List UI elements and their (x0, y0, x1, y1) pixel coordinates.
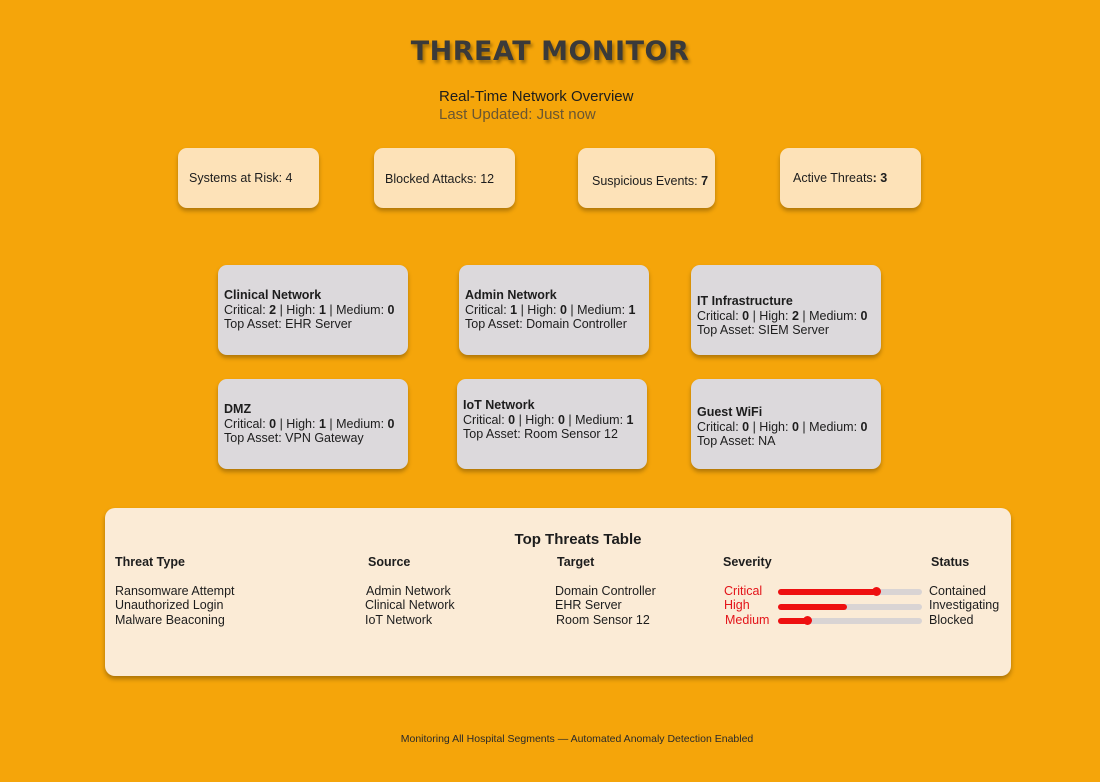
cell-threat-type: Ransomware Attempt (115, 584, 235, 598)
cell-source: Admin Network (366, 584, 451, 598)
stat-label: Systems at Risk: (189, 171, 286, 185)
cell-status: Blocked (929, 613, 974, 627)
severity-bar-knob (872, 587, 881, 596)
severity-bar-knob (803, 616, 812, 625)
table-title: Top Threats Table (514, 531, 642, 548)
segment-severity-counts: Critical: 0 | High: 1 | Medium: 0 (224, 416, 395, 431)
stat-label: Active Threats (793, 171, 873, 185)
segment-severity-counts: Critical: 1 | High: 0 | Medium: 1 (465, 302, 636, 317)
segment-card-guest-wifi[interactable] (691, 379, 881, 469)
segment-severity-counts: Critical: 2 | High: 1 | Medium: 0 (224, 302, 395, 317)
segment-name: Clinical Network (224, 288, 322, 303)
column-header-target: Target (557, 555, 595, 569)
cell-status: Contained (929, 584, 986, 598)
stat-value: 7 (701, 174, 709, 188)
segment-card-dmz[interactable] (218, 379, 408, 469)
stat-card-active-threats[interactable] (780, 148, 921, 208)
severity-bar (778, 604, 922, 610)
cell-source: Clinical Network (365, 598, 455, 612)
severity-bar-fill (778, 589, 876, 595)
segment-name: IoT Network (463, 398, 535, 413)
page-subtitle: Real-Time Network Overview (439, 88, 634, 105)
cell-severity-label: Medium (725, 613, 770, 627)
cell-target: EHR Server (555, 598, 622, 612)
column-header-severity: Severity (723, 555, 772, 569)
stat-value: 4 (285, 171, 293, 185)
page-title: THREAT MONITOR (410, 36, 690, 67)
segment-severity-counts: Critical: 0 | High: 2 | Medium: 0 (697, 308, 868, 323)
cell-target: Room Sensor 12 (556, 613, 650, 627)
top-threats-table (105, 508, 1011, 676)
severity-bar-fill (778, 604, 847, 610)
segment-name: Guest WiFi (697, 405, 763, 420)
severity-bar (778, 618, 922, 624)
last-updated-text: Last Updated: Just now (439, 106, 596, 123)
segment-top-asset: Top Asset: NA (697, 434, 776, 449)
stat-card-systems-at-risk[interactable] (178, 148, 319, 208)
segment-top-asset: Top Asset: VPN Gateway (224, 431, 364, 446)
severity-bar (778, 589, 922, 595)
segment-card-it-infrastructure[interactable] (691, 265, 881, 355)
stat-value: : 3 (872, 171, 888, 185)
segment-severity-counts: Critical: 0 | High: 0 | Medium: 1 (463, 412, 634, 427)
segment-top-asset: Top Asset: SIEM Server (697, 323, 830, 338)
segment-name: IT Infrastructure (697, 294, 793, 309)
stat-label: Suspicious Events: (592, 174, 702, 188)
column-header-status: Status (931, 555, 970, 569)
cell-target: Domain Controller (555, 584, 656, 598)
stat-card-suspicious-events[interactable] (578, 148, 715, 208)
cell-source: IoT Network (365, 613, 433, 627)
column-header-threat-type: Threat Type (115, 555, 185, 569)
segment-card-iot-network[interactable] (457, 379, 647, 469)
footer-text: Monitoring All Hospital Segments — Automated Anomaly Detection Enabled (400, 733, 754, 745)
stat-value: 12 (480, 172, 495, 186)
segment-card-admin-network[interactable] (459, 265, 649, 355)
segment-top-asset: Top Asset: Room Sensor 12 (463, 427, 618, 442)
cell-status: Investigating (929, 598, 1000, 612)
stat-card-blocked-attacks[interactable] (374, 148, 515, 208)
segment-top-asset: Top Asset: EHR Server (224, 317, 352, 332)
segment-severity-counts: Critical: 0 | High: 0 | Medium: 0 (697, 419, 868, 434)
cell-severity-label: High (724, 598, 750, 612)
segment-card-clinical-network[interactable] (218, 265, 408, 355)
segment-top-asset: Top Asset: Domain Controller (465, 317, 627, 332)
cell-threat-type: Unauthorized Login (115, 598, 224, 612)
cell-severity-label: Critical (724, 584, 763, 598)
segment-name: DMZ (224, 402, 252, 417)
cell-threat-type: Malware Beaconing (115, 613, 225, 627)
column-header-source: Source (368, 555, 411, 569)
segment-name: Admin Network (465, 288, 557, 303)
stat-label: Blocked Attacks: (385, 172, 481, 186)
